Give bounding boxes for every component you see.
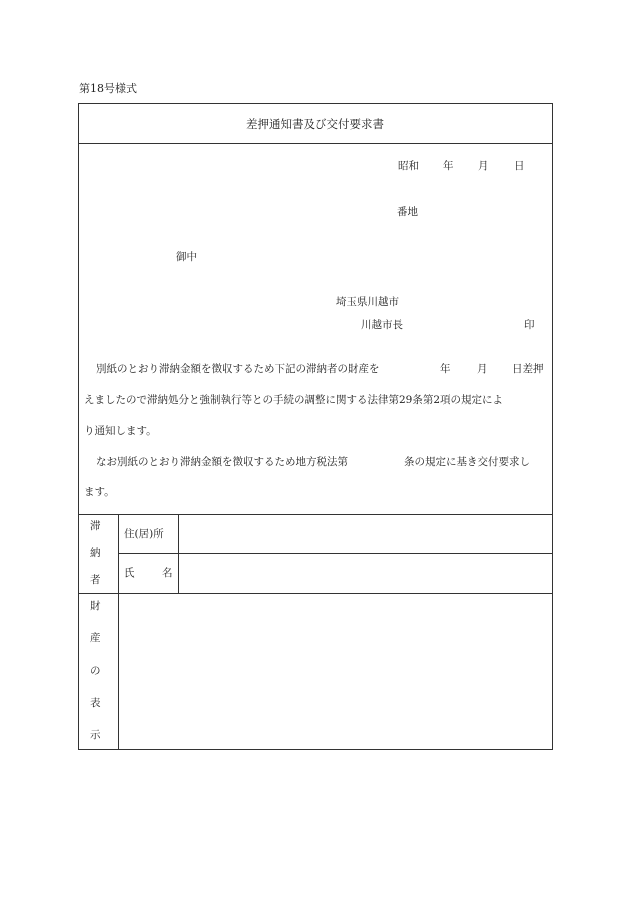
frame-top-border: [78, 103, 553, 104]
recipient-address-label: 番地: [397, 206, 418, 218]
address-field-label: 住(居)所: [124, 528, 164, 540]
title-row-border: [78, 143, 553, 144]
sender-office: 埼玉県川越市: [336, 296, 399, 308]
address-row-border: [118, 553, 553, 554]
property-label-char-2: 産: [90, 632, 101, 644]
date-era: 昭和: [398, 160, 419, 172]
recipient-honorific: 御中: [176, 251, 197, 263]
body-bottom-border: [78, 514, 553, 515]
delinquent-bottom-border: [78, 593, 553, 594]
frame-left-border: [78, 103, 79, 750]
body-line-4-tail: 条の規定に基き交付要求し: [404, 456, 530, 468]
delinquent-label-char-3: 者: [90, 574, 101, 586]
sender-title: 川越市長: [361, 319, 403, 331]
frame-bottom-border: [78, 749, 553, 750]
date-day-unit: 日: [514, 160, 525, 172]
body-line-4: なお別紙のとおり滞納金額を徴収するため地方税法第: [96, 456, 348, 468]
body-line-1-year: 年: [440, 363, 451, 375]
property-label-char-4: 表: [90, 697, 101, 709]
date-year-unit: 年: [443, 160, 454, 172]
label-column-border: [118, 514, 119, 750]
delinquent-label-char-2: 納: [90, 547, 101, 559]
frame-right-border: [552, 103, 553, 750]
form-number: 第18号様式: [79, 82, 137, 95]
property-label-char-5: 示: [90, 729, 101, 741]
name-field-label-1: 氏: [124, 567, 135, 579]
body-line-1: 別紙のとおり滞納金額を徴収するため下記の滞納者の財産を: [96, 363, 380, 375]
body-line-2: えましたので滞納処分と強制執行等との手続の調整に関する法律第29条第2項の規定によ: [84, 394, 504, 406]
body-line-5: ます。: [84, 486, 115, 498]
form-title: 差押通知書及び交付要求書: [246, 117, 384, 131]
field-label-border: [178, 514, 179, 594]
body-line-3: り通知します。: [84, 425, 157, 437]
delinquent-label-char-1: 滞: [90, 520, 101, 532]
body-line-1-month: 月: [477, 363, 488, 375]
body-line-1-day: 日差押: [512, 363, 544, 375]
date-month-unit: 月: [478, 160, 489, 172]
property-label-char-3: の: [90, 665, 101, 677]
seal-mark: 印: [524, 319, 535, 331]
name-field-label-2: 名: [162, 567, 173, 579]
property-label-char-1: 財: [90, 600, 101, 612]
